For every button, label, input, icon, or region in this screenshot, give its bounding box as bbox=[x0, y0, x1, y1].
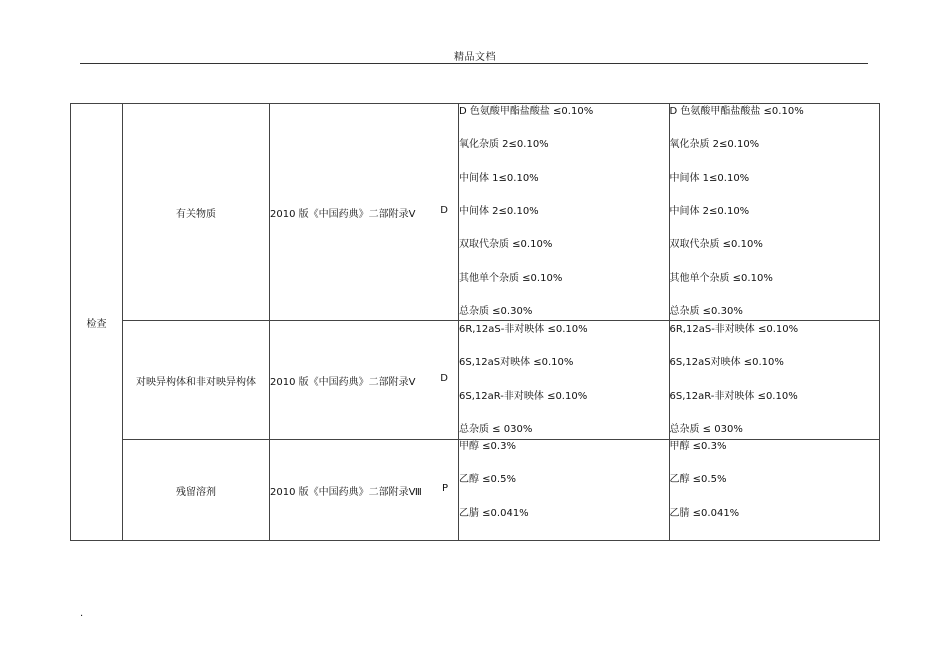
table-row bbox=[71, 104, 880, 321]
footer-mark: . bbox=[80, 608, 84, 619]
header-divider bbox=[80, 63, 868, 64]
method-cell bbox=[270, 104, 459, 321]
limit-line: 乙醇 ≤0.5% bbox=[459, 474, 516, 486]
item-cell bbox=[123, 321, 270, 440]
limits-cell-b bbox=[669, 104, 880, 321]
limit-line: 乙腈 ≤0.041% bbox=[459, 507, 529, 519]
limit-line: 其他单个杂质 ≤0.10% bbox=[669, 272, 773, 284]
spec-table bbox=[70, 103, 880, 541]
limit-line: D 色氨酸甲酯盐酸盐 ≤0.10% bbox=[459, 106, 594, 118]
limit-line: 氧化杂质 2≤0.10% bbox=[669, 139, 760, 151]
method-label: 2010 版《中国药典》二部附录Ⅴ bbox=[270, 376, 416, 388]
item-label: 对映异构体和非对映异构体 bbox=[136, 376, 256, 388]
item-label: 残留溶剂 bbox=[176, 486, 216, 498]
limit-line: 总杂质 ≤ 030% bbox=[459, 424, 533, 435]
category-label: 检查 bbox=[86, 318, 107, 330]
page-header-title: 精品文档 bbox=[454, 52, 496, 63]
limit-line: 双取代杂质 ≤0.10% bbox=[459, 239, 553, 251]
limits-cell-a bbox=[459, 104, 670, 321]
method-code: D bbox=[440, 372, 448, 384]
item-cell bbox=[123, 440, 270, 541]
limit-line: 总杂质 ≤0.30% bbox=[459, 305, 533, 317]
limit-line: 总杂质 ≤0.30% bbox=[669, 305, 743, 317]
method-cell bbox=[270, 321, 459, 440]
limits-cell-b bbox=[669, 321, 880, 440]
limit-line: 中间体 1≤0.10% bbox=[669, 172, 750, 184]
limit-line: 6R,12aS-非对映体 ≤0.10% bbox=[669, 324, 799, 336]
limits-cell-a bbox=[459, 321, 670, 440]
limit-line: 6S,12aR-非对映体 ≤0.10% bbox=[669, 390, 798, 402]
item-cell bbox=[123, 104, 270, 321]
limit-line: D 色氨酸甲酯盐酸盐 ≤0.10% bbox=[669, 106, 804, 118]
limit-line: 总杂质 ≤ 030% bbox=[669, 424, 743, 435]
limit-line: 6S,12aR-非对映体 ≤0.10% bbox=[459, 390, 588, 402]
limit-line: 中间体 1≤0.10% bbox=[459, 172, 539, 184]
method-label: 2010 版《中国药典》二部附录Ⅴ bbox=[270, 208, 416, 220]
method-code: D bbox=[440, 204, 448, 216]
limit-line: 甲醇 ≤0.3% bbox=[669, 441, 727, 453]
limit-line: 乙醇 ≤0.5% bbox=[669, 474, 727, 486]
limit-line: 6S,12aS对映体 ≤0.10% bbox=[669, 357, 784, 369]
limit-line: 6R,12aS-非对映体 ≤0.10% bbox=[459, 324, 588, 336]
limit-line: 其他单个杂质 ≤0.10% bbox=[459, 272, 563, 284]
limit-line: 甲醇 ≤0.3% bbox=[459, 441, 516, 453]
table-row bbox=[71, 321, 880, 440]
limit-line: 乙腈 ≤0.041% bbox=[669, 507, 740, 519]
method-code: P bbox=[441, 482, 448, 494]
item-label: 有关物质 bbox=[176, 208, 216, 220]
method-cell bbox=[270, 440, 459, 541]
category-cell bbox=[71, 104, 123, 541]
limit-line: 氧化杂质 2≤0.10% bbox=[459, 139, 549, 151]
limit-line: 中间体 2≤0.10% bbox=[669, 206, 750, 218]
limit-line: 6S,12aS对映体 ≤0.10% bbox=[459, 357, 574, 369]
limit-line: 双取代杂质 ≤0.10% bbox=[669, 239, 763, 251]
limits-cell-b bbox=[669, 440, 880, 541]
limit-line: 中间体 2≤0.10% bbox=[459, 206, 539, 218]
limits-cell-a bbox=[459, 440, 670, 541]
table-row bbox=[71, 440, 880, 541]
method-label: 2010 版《中国药典》二部附录Ⅷ bbox=[270, 486, 422, 498]
